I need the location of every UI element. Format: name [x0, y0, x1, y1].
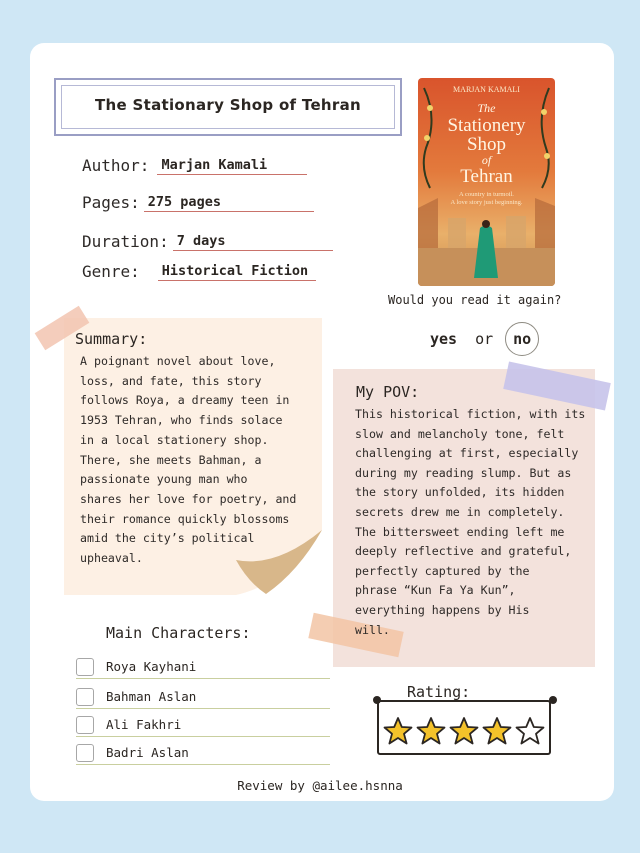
- cover-tagline-1: A country in turmoil.: [459, 191, 514, 198]
- summary-heading: Summary:: [75, 330, 148, 348]
- star-filled-icon[interactable]: [383, 716, 413, 746]
- checkbox[interactable]: [76, 716, 94, 734]
- checkbox[interactable]: [76, 688, 94, 706]
- checkbox[interactable]: [76, 658, 94, 676]
- genre-row: [82, 262, 316, 281]
- read-again-options: [430, 322, 539, 356]
- star-filled-icon[interactable]: [482, 716, 512, 746]
- no-option-circle[interactable]: [505, 322, 539, 356]
- cover-title-2: Stationery: [447, 115, 526, 136]
- checkbox[interactable]: [76, 744, 94, 762]
- character-name: Badri Aslan: [106, 745, 189, 760]
- genre-label: Genre:: [82, 262, 140, 281]
- list-item: [76, 655, 330, 679]
- review-credit: Review by @ailee.hsnna: [237, 778, 403, 793]
- cover-title-5: Tehran: [460, 166, 513, 187]
- character-name: Ali Fakhri: [106, 717, 182, 732]
- character-name: Roya Kayhani: [106, 659, 197, 674]
- summary-text: A poignant novel about love, loss, and fate, this story follows Roya, a dreamy teen in 1953 Tehran, who finds solace in a local stationery shop. There, she meets Bahman, a passionate young man who shares her love for poetry, and their romance quickly blossoms amid the city’s political upheaval.: [80, 354, 297, 566]
- no-option: no: [513, 330, 532, 348]
- pages-row: [82, 193, 314, 212]
- list-item: [76, 741, 330, 765]
- author-row: [82, 156, 307, 175]
- pov-text: This historical fiction, with its slow and melancholy tone, felt challenging at first, especially during my reading slump. But as the story unfolded, its hidden secrets drew me in completely. The bittersweet ending left me deeply reflective and grateful, perfectly captured by the phrase “Kun Fa Ya Kun”, everything happens by His will.: [355, 407, 586, 637]
- star-filled-icon[interactable]: [416, 716, 446, 746]
- or-text: or: [475, 330, 494, 348]
- characters-heading: Main Characters:: [106, 624, 251, 642]
- list-item: [76, 713, 330, 737]
- star-empty-icon[interactable]: [515, 716, 545, 746]
- book-title: The Stationary Shop of Tehran: [94, 96, 361, 114]
- cover-author: MARJAN KAMALI: [453, 85, 520, 94]
- pages-value: 275 pages: [144, 194, 314, 212]
- rating-heading: Rating:: [407, 683, 471, 701]
- cover-title-4: of: [481, 153, 492, 167]
- duration-label: Duration:: [82, 232, 169, 251]
- rating-stars: [383, 716, 545, 746]
- genre-value: Historical Fiction: [158, 263, 316, 281]
- star-filled-icon[interactable]: [449, 716, 479, 746]
- cover-tagline-2: A love story just beginning.: [450, 199, 523, 206]
- pages-label: Pages:: [82, 193, 140, 212]
- title-frame: [54, 78, 402, 136]
- duration-value: 7 days: [173, 233, 333, 251]
- cover-title-1: The: [477, 101, 496, 115]
- author-value: Marjan Kamali: [157, 157, 307, 175]
- duration-row: [82, 232, 333, 251]
- book-cover: [418, 78, 555, 286]
- read-again-question: Would you read it again?: [388, 293, 562, 307]
- author-label: Author:: [82, 156, 150, 175]
- yes-option[interactable]: yes: [430, 330, 458, 348]
- character-name: Bahman Aslan: [106, 689, 197, 704]
- cover-title-3: Shop: [466, 134, 507, 155]
- pov-heading: My POV:: [356, 383, 420, 401]
- list-item: [76, 685, 330, 709]
